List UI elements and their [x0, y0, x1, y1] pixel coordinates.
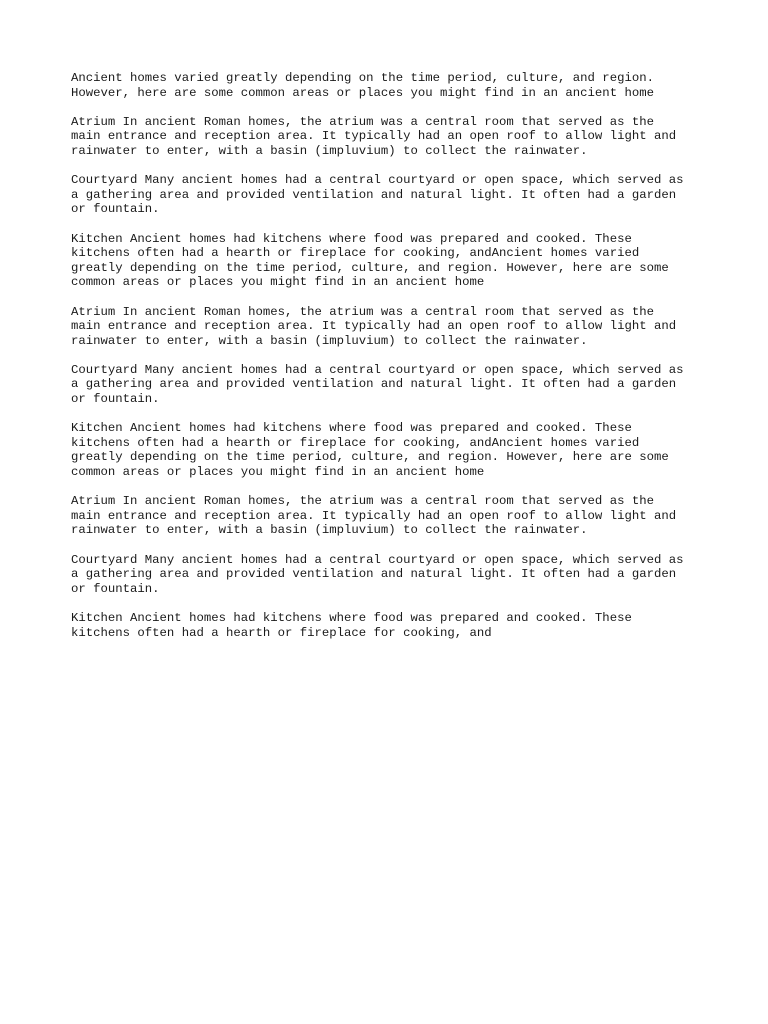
text-line: a gathering area and provided ventilation and natural light. It often had a garden	[71, 187, 677, 202]
text-line: greatly depending on the time period, culture, and region. However, here are some	[71, 260, 669, 275]
text-line: Courtyard Many ancient homes had a central courtyard or open space, which served as	[71, 173, 684, 188]
text-line: Atrium In ancient Roman homes, the atrium was a central room that served as the	[71, 114, 654, 129]
paragraph-kitchen	[71, 611, 711, 640]
text-line: rainwater to enter, with a basin (impluvium) to collect the rainwater.	[71, 333, 588, 348]
text-line: greatly depending on the time period, culture, and region. However, here are some	[71, 450, 669, 465]
paragraph-atrium	[71, 494, 711, 538]
text-line: main entrance and reception area. It typically had an open roof to allow light and	[71, 129, 677, 144]
paragraph-courtyard	[71, 173, 711, 217]
text-line: Atrium In ancient Roman homes, the atrium was a central room that served as the	[71, 494, 654, 509]
text-line: or fountain.	[71, 202, 160, 217]
text-line: Kitchen Ancient homes had kitchens where food was prepared and cooked. These	[71, 421, 632, 436]
text-line: main entrance and reception area. It typically had an open roof to allow light and	[71, 319, 677, 334]
text-line: a gathering area and provided ventilation and natural light. It often had a garden	[71, 377, 677, 392]
text-line: rainwater to enter, with a basin (impluvium) to collect the rainwater.	[71, 523, 588, 538]
text-line: or fountain.	[71, 392, 160, 407]
text-line: main entrance and reception area. It typically had an open roof to allow light and	[71, 508, 677, 523]
text-line: kitchens often had a hearth or fireplace for cooking, and	[71, 625, 492, 640]
text-line: Courtyard Many ancient homes had a central courtyard or open space, which served as	[71, 552, 684, 567]
paragraph-atrium	[71, 305, 711, 349]
text-line: However, here are some common areas or places you might find in an ancient home	[71, 85, 654, 100]
text-line: Atrium In ancient Roman homes, the atrium was a central room that served as the	[71, 304, 654, 319]
text-line: or fountain.	[71, 581, 160, 596]
text-line: Ancient homes varied greatly depending on the time period, culture, and region.	[71, 71, 654, 85]
paragraph-atrium	[71, 115, 711, 159]
paragraph-intro	[71, 71, 711, 100]
text-line: Kitchen Ancient homes had kitchens where food was prepared and cooked. These	[71, 231, 632, 246]
text-line: a gathering area and provided ventilation and natural light. It often had a garden	[71, 567, 677, 582]
paragraph-courtyard	[71, 363, 711, 407]
text-line: kitchens often had a hearth or fireplace for cooking, andAncient homes varied	[71, 435, 640, 450]
document-page	[71, 71, 711, 655]
paragraph-kitchen	[71, 232, 711, 290]
text-line: Kitchen Ancient homes had kitchens where food was prepared and cooked. These	[71, 610, 632, 625]
text-line: kitchens often had a hearth or fireplace for cooking, andAncient homes varied	[71, 246, 640, 261]
text-line: common areas or places you might find in an ancient home	[71, 275, 485, 290]
text-line: rainwater to enter, with a basin (impluvium) to collect the rainwater.	[71, 143, 588, 158]
paragraph-courtyard	[71, 553, 711, 597]
text-line: common areas or places you might find in an ancient home	[71, 465, 485, 480]
text-line: Courtyard Many ancient homes had a central courtyard or open space, which served as	[71, 362, 684, 377]
paragraph-kitchen	[71, 421, 711, 479]
